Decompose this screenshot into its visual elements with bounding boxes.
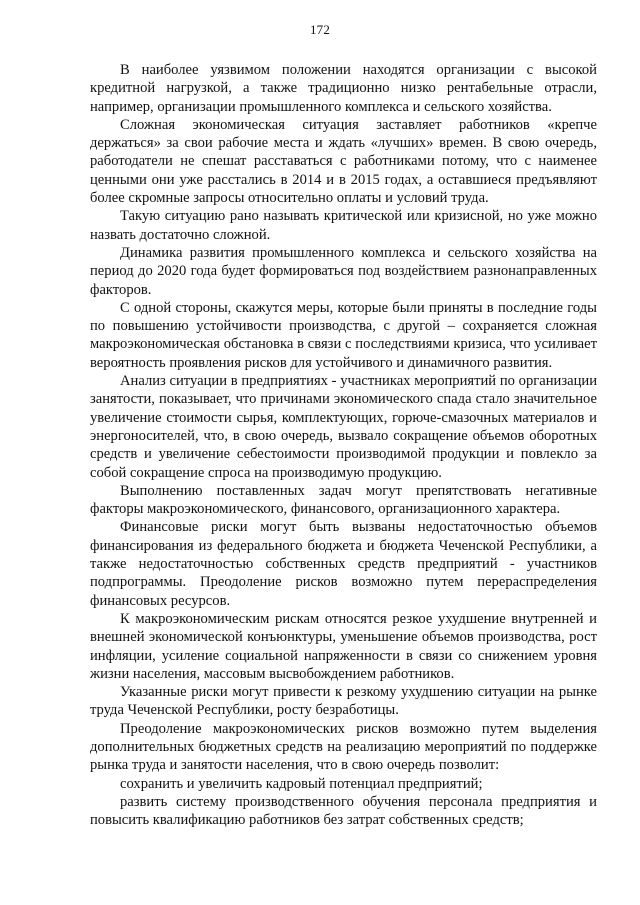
paragraph: развить систему производственного обучения персонала предприятия и повысить квалификацию работников без затрат собственных средств; bbox=[90, 793, 597, 829]
paragraph: Преодоление макроэкономических рисков возможно путем выделения дополнительных бюджетных средств на реализацию мероприятий по поддержке рынка труда и занятости населения, что в свою очередь позволит: bbox=[90, 720, 597, 774]
paragraph: Финансовые риски могут быть вызваны недостаточностью объемов финансирования из федерального бюджета и бюджета Чеченской Республики, а также недостаточностью собственных средств предприятий - участников подпрограммы. Преодоление рисков возможно путем перераспределения финансовых ресурсов. bbox=[90, 519, 597, 609]
paragraph: К макроэкономическим рискам относятся резкое ухудшение внутренней и внешней экономической конъюнктуры, уменьшение объемов производства, рост инфляции, усиление социальной напряженности в связи со снижением уровня жизни населения, массовым высвобождением работников. bbox=[90, 610, 597, 682]
paragraph: Динамика развития промышленного комплекса и сельского хозяйства на период до 2020 года будет формироваться под воздействием разнонаправленных факторов. bbox=[90, 244, 597, 298]
page-number: 172 bbox=[309, 22, 331, 37]
paragraph: сохранить и увеличить кадровый потенциал предприятий; bbox=[120, 775, 483, 792]
paragraph: В наиболее уязвимом положении находятся организации с высокой кредитной нагрузкой, а также традиционно низко рентабельные отрасли, например, организации промышленного комплекса и сельского хозяйства. bbox=[90, 62, 597, 115]
body-text bbox=[90, 61, 597, 829]
paragraph: Сложная экономическая ситуация заставляет работников «крепче держаться» за свои рабочие места и ждать «лучших» времен. В свою очередь, работодатели не спешат расставаться с работниками потому, что с наименее ценными они уже расстались в 2014 и в 2015 годах, а оставшиеся предъявляют более скромные запросы относительно оплаты и условий труда. bbox=[90, 116, 597, 207]
paragraph: С одной стороны, скажутся меры, которые были приняты в последние годы по повышению устойчивости производства, с другой – сохраняется сложная макроэкономическая обстановка в связи с последствиями кризиса, что усиливает вероятность проявления рисков для устойчивого и динамичного развития. bbox=[90, 299, 597, 371]
paragraph: Указанные риски могут привести к резкому ухудшению ситуации на рынке труда Чеченской Республики, росту безработицы. bbox=[90, 684, 597, 719]
paragraph: Выполнению поставленных задач могут препятствовать негативные факторы макроэкономического, финансового, организационного характера. bbox=[90, 482, 597, 518]
paragraph: Анализ ситуации в предприятиях - участниках мероприятий по организации занятости, показывает, что причинами экономического спада стало значительное увеличение стоимости сырья, комплектующих, горюче-смазочных материалов и энергоносителей, что, в свою очередь, вызвало сокращение объемов оборотных средств и увеличение себестоимости производимой продукции и повлекло за собой сокращение спроса на производимую продукцию. bbox=[90, 373, 597, 481]
paragraph: Такую ситуацию рано называть критической или кризисной, но уже можно назвать достаточно сложной. bbox=[90, 208, 597, 243]
